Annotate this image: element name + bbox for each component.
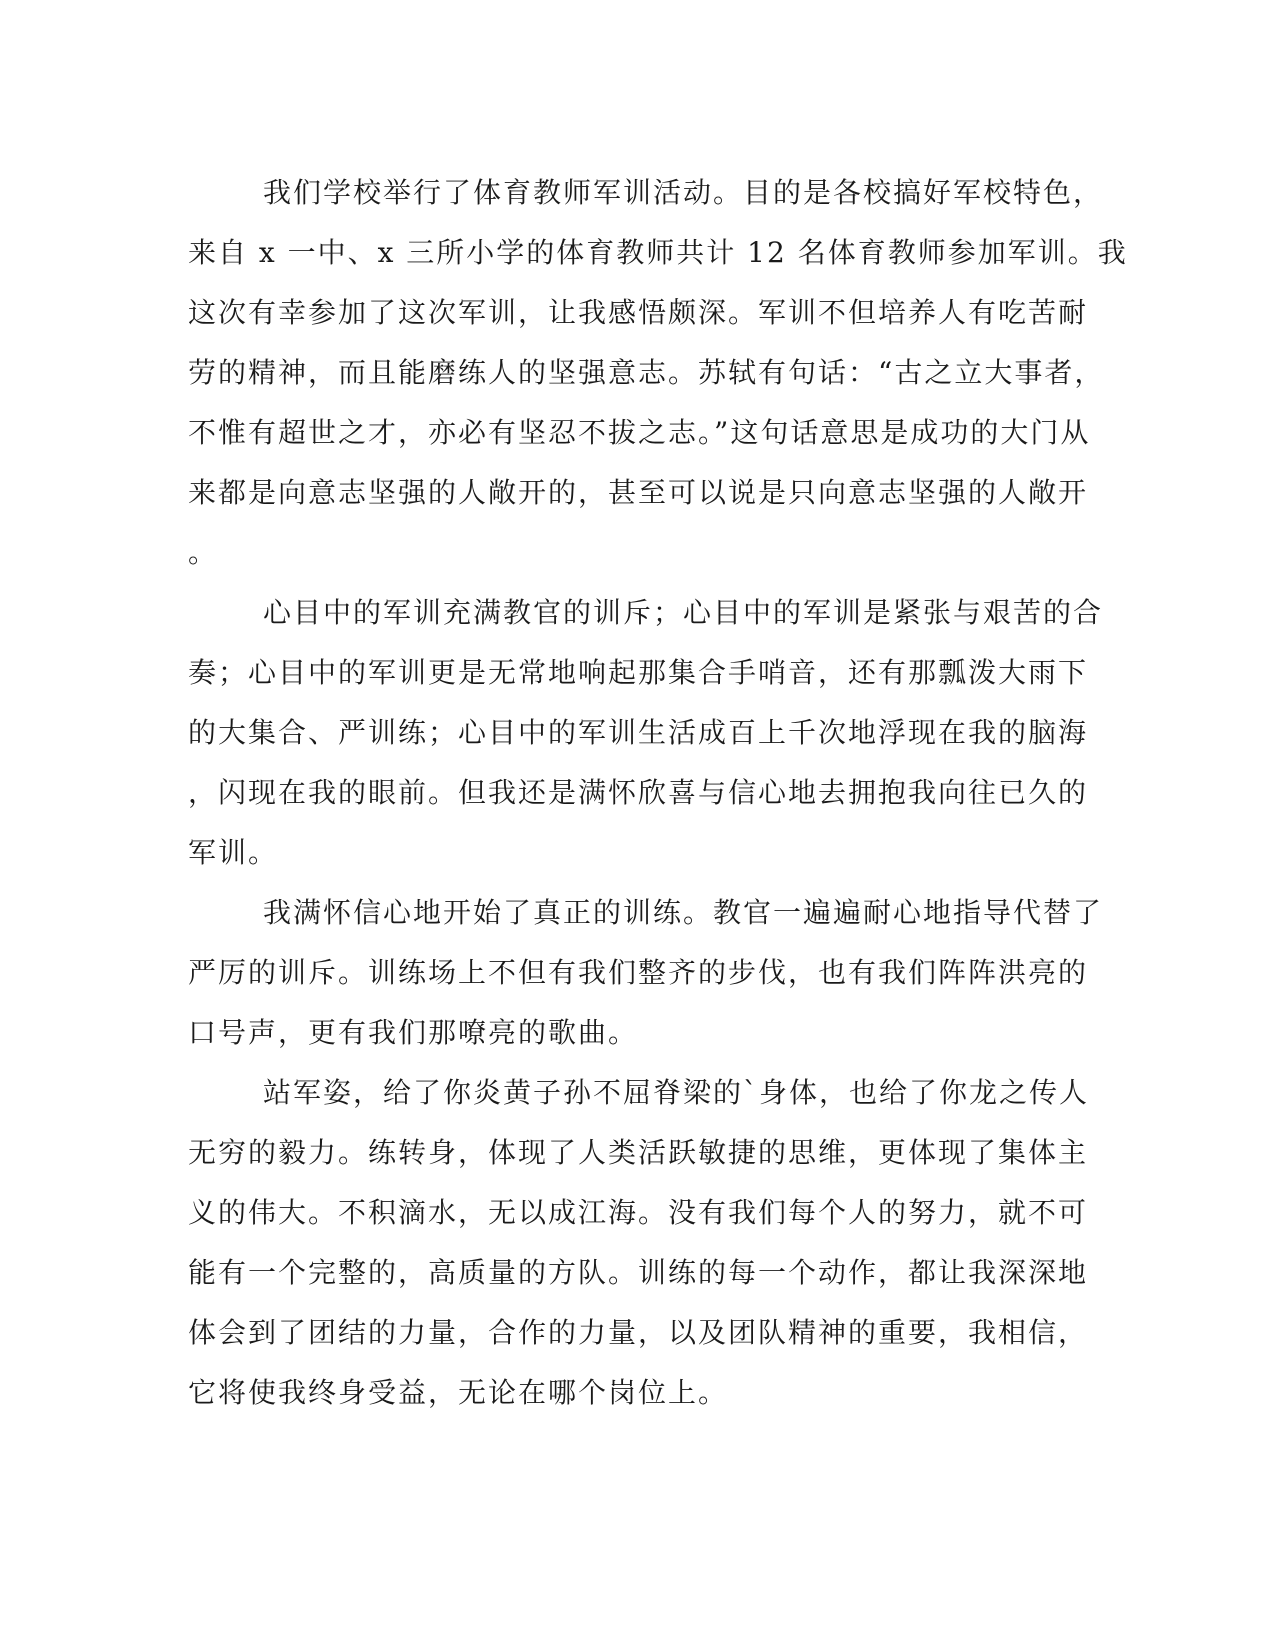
essay-body xyxy=(188,163,1128,1423)
text-line: 它将使我终身受益，无论在哪个岗位上。 xyxy=(188,1376,729,1409)
text-line: 。 xyxy=(188,536,219,569)
text-line: 奏；心目中的军训更是无常地响起那集合手哨音，还有那瓢泼大雨下 xyxy=(188,656,1089,689)
text-line: 我们学校举行了体育教师军训活动。目的是各校搞好军校特色， xyxy=(263,176,1104,209)
text-line: 不惟有超世之才，亦必有坚忍不拔之志。”这句话意思是成功的大门从 xyxy=(188,416,1091,449)
text-line: 无穷的毅力。练转身，体现了人类活跃敏捷的思维，更体现了集体主 xyxy=(188,1136,1089,1169)
text-line: 心目中的军训充满教官的训斥；心目中的军训是紧张与艰苦的合 xyxy=(263,596,1104,629)
text-line: 军训。 xyxy=(188,836,279,869)
text-line: 体会到了团结的力量，合作的力量，以及团队精神的重要，我相信， xyxy=(188,1316,1089,1349)
text-line: 来都是向意志坚强的人敞开的，甚至可以说是只向意志坚强的人敞开 xyxy=(188,476,1089,509)
text-line: ，闪现在我的眼前。但我还是满怀欣喜与信心地去拥抱我向往已久的 xyxy=(188,776,1089,809)
text-line: 来自 x 一中、x 三所小学的体育教师共计 12 名体育教师参加军训。我 xyxy=(188,236,1128,269)
text-line: 劳的精神，而且能磨练人的坚强意志。苏轼有句话：“古之立大事者， xyxy=(188,356,1105,389)
text-line: 能有一个完整的，高质量的方队。训练的每一个动作，都让我深深地 xyxy=(188,1256,1089,1289)
text-line: 义的伟大。不积滴水，无以成江海。没有我们每个人的努力，就不可 xyxy=(188,1196,1089,1229)
text-line: 口号声，更有我们那嘹亮的歌曲。 xyxy=(188,1016,639,1049)
text-line: 的大集合、严训练；心目中的军训生活成百上千次地浮现在我的脑海 xyxy=(188,716,1089,749)
text-line: 站军姿，给了你炎黄子孙不屈脊梁的`身体，也给了你龙之传人 xyxy=(263,1076,1090,1109)
text-line: 这次有幸参加了这次军训，让我感悟颇深。军训不但培养人有吃苦耐 xyxy=(188,296,1089,329)
text-line: 严厉的训斥。训练场上不但有我们整齐的步伐，也有我们阵阵洪亮的 xyxy=(188,956,1089,989)
text-line: 我满怀信心地开始了真正的训练。教官一遍遍耐心地指导代替了 xyxy=(263,896,1104,929)
